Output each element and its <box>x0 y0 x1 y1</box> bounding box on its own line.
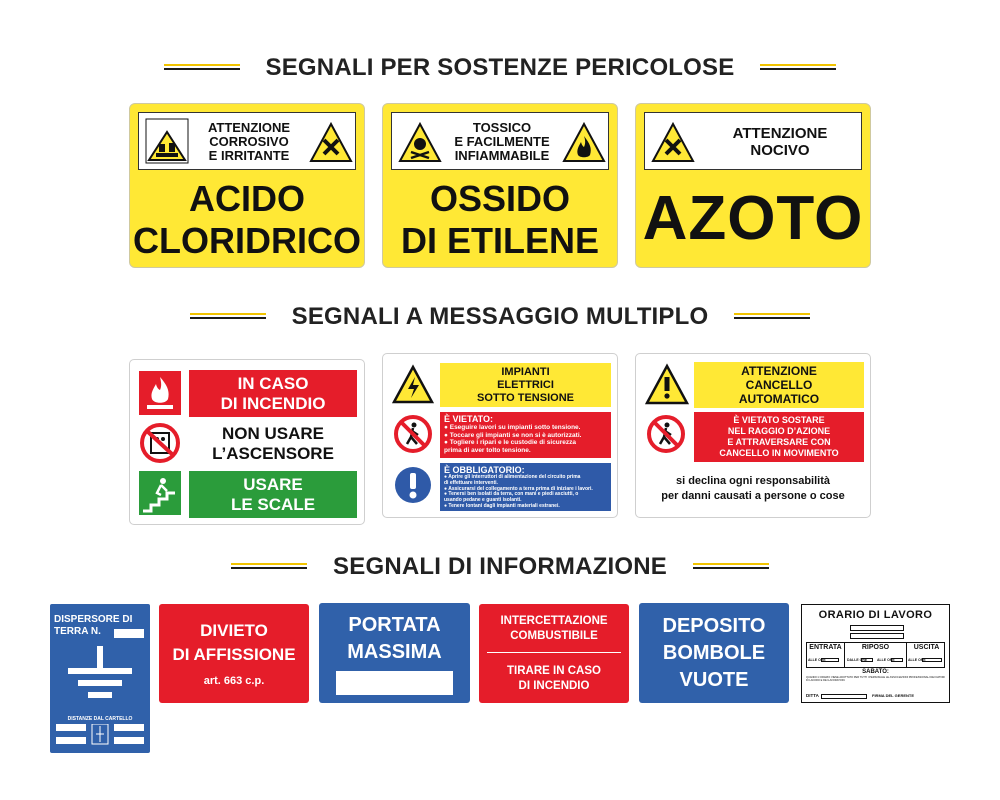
band-line: SOTTO TENSIONE <box>477 392 574 404</box>
schedule-cell-label: ALLE ORE <box>877 658 895 662</box>
band-line: ATTENZIONE <box>741 364 817 378</box>
title-decoration <box>231 561 307 573</box>
title-decoration <box>693 561 769 573</box>
rule-item: ● Eseguire lavori su impianti sotto tensione. <box>444 424 581 431</box>
rule-item: prima di aver tolto tensione. <box>444 446 531 454</box>
portata-line: MASSIMA <box>347 641 442 663</box>
mandatory-icon <box>393 465 433 505</box>
substance-name: DI ETILENE <box>400 220 600 261</box>
disclaimer-line: per danni causati a persone o cose <box>661 490 845 502</box>
portata-line: PORTATA <box>348 614 441 636</box>
distances-label: DISTANZE DAL CARTELLO <box>67 716 133 722</box>
orario-title: ORARIO DI LAVORO <box>818 609 933 621</box>
band-title: È VIETATO: <box>444 414 494 424</box>
header-line: TOSSICO <box>472 120 532 135</box>
sign-cancello-automatico <box>635 353 871 518</box>
sign-orario-di-lavoro <box>801 604 950 703</box>
rule-item: ● Togliere i ripari e le custodie di sicurezza <box>444 439 577 446</box>
band-line: IN CASO <box>237 374 309 393</box>
rule-item: ● Tenersi ben isolati da terra, con mani e piedi asciutti, o <box>444 491 579 498</box>
rule-item: ● Assicurarsi del collegamento a terra prima di iniziare i lavori. <box>444 485 593 492</box>
section-title-text: SEGNALI DI INFORMAZIONE <box>333 553 667 580</box>
substance-name: ACIDO <box>189 178 305 219</box>
substance-name: CLORIDRICO <box>133 220 361 261</box>
sign-impianti-elettrici <box>382 353 618 518</box>
firma-label: FIRMA DEL GERENTE <box>872 693 915 698</box>
harmful-icon <box>651 118 695 164</box>
sign-azoto <box>635 103 871 268</box>
earth-ground-icon <box>64 646 136 704</box>
substance-name: OSSIDO <box>429 178 571 219</box>
distance-grid <box>56 724 144 746</box>
ditta-blank <box>821 694 867 699</box>
sabato-label: SABATO: <box>862 669 889 675</box>
schedule-cell-label: ALLE ORE <box>808 658 826 662</box>
sign-acido-cloridrico <box>129 103 365 268</box>
title-decoration <box>760 62 836 74</box>
band-line: AUTOMATICO <box>738 392 820 406</box>
intercettazione-line: DI INCENDIO <box>518 680 590 692</box>
schedule-header: USCITA <box>913 644 940 651</box>
header-line: E IRRITANTE <box>208 148 290 163</box>
sign-header <box>391 112 609 170</box>
schedule-grid <box>806 642 945 668</box>
sign-dispersore-di-terra <box>50 604 150 753</box>
band-line: ELETTRICI <box>497 379 554 391</box>
deposito-line: DEPOSITO <box>662 615 766 637</box>
band-line: DI INCENDIO <box>220 394 326 413</box>
band-title: È OBBLIGATORIO: <box>444 465 525 475</box>
sign-divieto-di-affissione <box>159 604 309 703</box>
value-blank <box>336 671 453 695</box>
sign-intercettazione-combustibile <box>479 604 629 703</box>
band-line: E ATTRAVERSARE CON <box>727 437 831 447</box>
toxic-skull-icon <box>398 118 442 164</box>
title-decoration <box>190 311 266 323</box>
rule-item: ● Aprire gli interruttori di alimentazione del circuito prima <box>444 474 581 480</box>
band-line: LE SCALE <box>230 495 316 514</box>
corrosive-icon <box>145 118 189 164</box>
band-line: CANCELLO IN MOVIMENTO <box>719 448 839 458</box>
flame-icon <box>562 118 606 164</box>
header-line: ATTENZIONE <box>732 125 828 142</box>
header-line: ATTENZIONE <box>207 120 291 135</box>
schedule-cell-label: ALLE ORE <box>908 658 926 662</box>
band-line: CANCELLO <box>745 378 813 392</box>
divieto-line: DIVIETO <box>200 621 268 640</box>
rule-item: ● Tenere lontani dagli impianti materiali estranei. <box>444 502 560 509</box>
section-title-multi <box>0 303 1000 331</box>
header-line: INFIAMMABILE <box>454 148 550 163</box>
company-blank <box>850 633 904 639</box>
schedule-cell-label: DALLE ORE <box>847 658 868 662</box>
title-decoration <box>734 311 810 323</box>
band-non-usare-ascensore <box>189 420 357 467</box>
fire-icon <box>139 371 181 415</box>
section-title-text: SEGNALI PER SOSTENZE PERICOLOSE <box>265 54 735 81</box>
band-usare-le-scale <box>189 471 357 518</box>
band-attenzione-cancello <box>694 362 864 408</box>
sign-deposito-bombole-vuote <box>639 603 789 703</box>
band-e-vietato <box>440 412 611 458</box>
band-impianti-elettrici <box>440 363 611 407</box>
dispersore-line: DISPERSORE DI <box>54 614 133 625</box>
sign-header <box>138 112 356 170</box>
irritant-icon <box>309 118 353 164</box>
schedule-header: RIPOSO <box>861 644 890 651</box>
rule-item: di effettuare interventi. <box>444 479 498 486</box>
sign-portata-massima <box>319 603 470 703</box>
deposito-line: VUOTE <box>679 669 749 691</box>
band-line: NEL RAGGIO D’AZIONE <box>727 426 831 436</box>
band-line: IMPIANTI <box>501 366 550 378</box>
schedule-header: ENTRATA <box>809 644 842 651</box>
sign-ossido-di-etilene <box>382 103 618 268</box>
divieto-article: art. 663 c.p. <box>203 675 265 687</box>
legal-text: QUANDO L'ORARIO VIENE ADOTTATO PER TUTTI I PERSONALE LE ASSOCIAZIONI PROFESSIONALI DEI DATORI DI LAVORO E DEI LAVORATORI. <box>806 676 945 683</box>
band-in-caso-di-incendio <box>189 370 357 417</box>
electric-warning-icon <box>392 364 434 404</box>
header-line: CORROSIVO <box>209 134 289 149</box>
intercettazione-line: INTERCETTAZIONE <box>500 615 608 627</box>
dispersore-line: TERRA N. <box>54 626 101 637</box>
sign-header <box>644 112 862 170</box>
band-line: NON USARE <box>221 424 324 443</box>
sign-in-caso-di-incendio <box>129 359 365 525</box>
header-line: E FACILMENTE <box>454 134 550 149</box>
title-decoration <box>164 62 240 74</box>
deposito-line: BOMBOLE <box>662 642 766 664</box>
disclaimer-line: si declina ogni responsabilità <box>675 475 831 487</box>
section-title-hazard <box>0 54 1000 82</box>
no-elevator-icon <box>139 421 181 465</box>
rule-item: usando pedane e guanti isolanti. <box>444 497 522 504</box>
section-title-info <box>0 553 1000 581</box>
disclaimer <box>636 474 870 504</box>
stairs-icon <box>139 471 181 515</box>
divieto-line: DI AFFISSIONE <box>172 645 296 664</box>
section-title-text: SEGNALI A MESSAGGIO MULTIPLO <box>291 303 709 330</box>
band-line: L’ASCENSORE <box>212 444 334 463</box>
ditta-label: DITTA <box>806 693 819 698</box>
no-pedestrian-icon <box>393 414 433 454</box>
divider <box>487 652 621 653</box>
warning-exclamation-icon <box>645 363 689 405</box>
header-line: NOCIVO <box>750 142 810 159</box>
company-blank <box>850 625 904 631</box>
substance-name: AZOTO <box>642 184 864 253</box>
rule-item: ● Toccare gli impianti se non si è autorizzati. <box>444 431 582 439</box>
band-vietato-sostare <box>694 412 864 462</box>
band-line: È VIETATO SOSTARE <box>733 415 825 425</box>
band-e-obbligatorio <box>440 463 611 511</box>
no-pedestrian-icon <box>646 414 686 454</box>
band-line: USARE <box>243 475 303 494</box>
intercettazione-line: COMBUSTIBILE <box>510 630 598 642</box>
intercettazione-line: TIRARE IN CASO <box>507 665 601 677</box>
number-blank <box>114 629 144 638</box>
